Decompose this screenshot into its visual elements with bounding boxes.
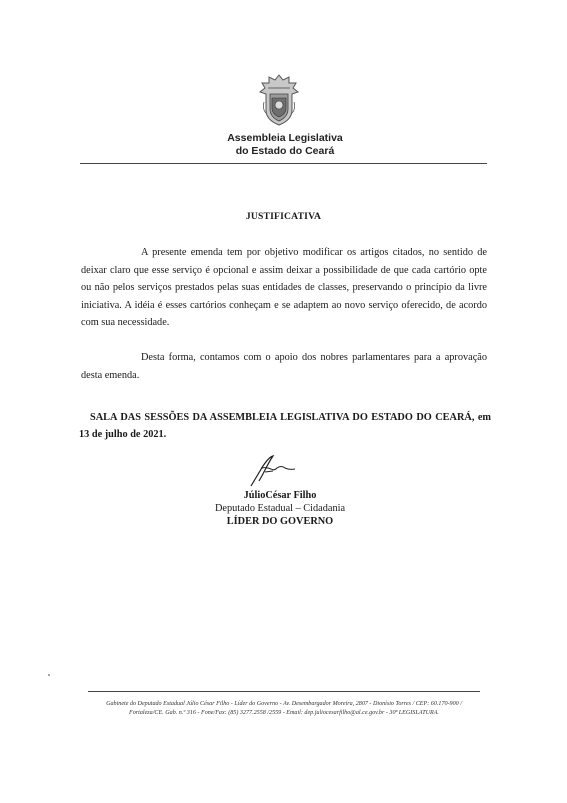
institution-state: do Estado do Ceará [235, 145, 335, 157]
signer-name: JúlioCésar Filho [243, 490, 317, 501]
scan-speck [48, 674, 50, 676]
signer-leadership: LÍDER DO GOVERNO [226, 516, 334, 527]
footer-contact: Fortaleza/CE. Gab. n.º 316 - Fone/Fax: (85) 3277.2558 /2559 - Email: dep.juliocesarfilho@al.ce.gov.br - 30ª LEGISLATURA. [129, 710, 439, 716]
justification-paragraph: A presente emenda tem por objetivo modificar os artigos citados, no sentido de deixar claro que esse serviço é opcional e assim deixar a possibilidade de que cada cartório opte ou não pelos serviços prestados pelas suas entidades de classes, preservando o princípio da livre iniciativa. A idéia é esses cartórios conheçam e se adaptem ao novo serviço oferecido, de acordo com sua necessidade. [81, 247, 487, 329]
state-coat-of-arms-icon [258, 74, 300, 126]
signer-role: Deputado Estadual – Cidadania [214, 503, 346, 514]
handwritten-signature-icon [243, 454, 303, 488]
closing-paragraph: Desta forma, contamos com o apoio dos nobres parlamentares para a aprovação desta emenda. [81, 352, 487, 381]
document-title: JUSTIFICATIVA [245, 211, 322, 222]
footer-address: Gabinete do Deputado Estadual Júlio César Filho - Líder do Governo - Av. Desembargador Moreira, 2807 - Dionísio Torres / CEP: 60.170-900 / [106, 701, 462, 707]
footer-divider [88, 691, 480, 692]
session-date-line: SALA DAS SESSÕES DA ASSEMBLEIA LEGISLATIVA DO ESTADO DO CEARÁ, em 13 de julho de 2021. [79, 412, 491, 440]
institution-name: Assembleia Legislativa [227, 132, 343, 144]
header-divider [80, 163, 487, 164]
